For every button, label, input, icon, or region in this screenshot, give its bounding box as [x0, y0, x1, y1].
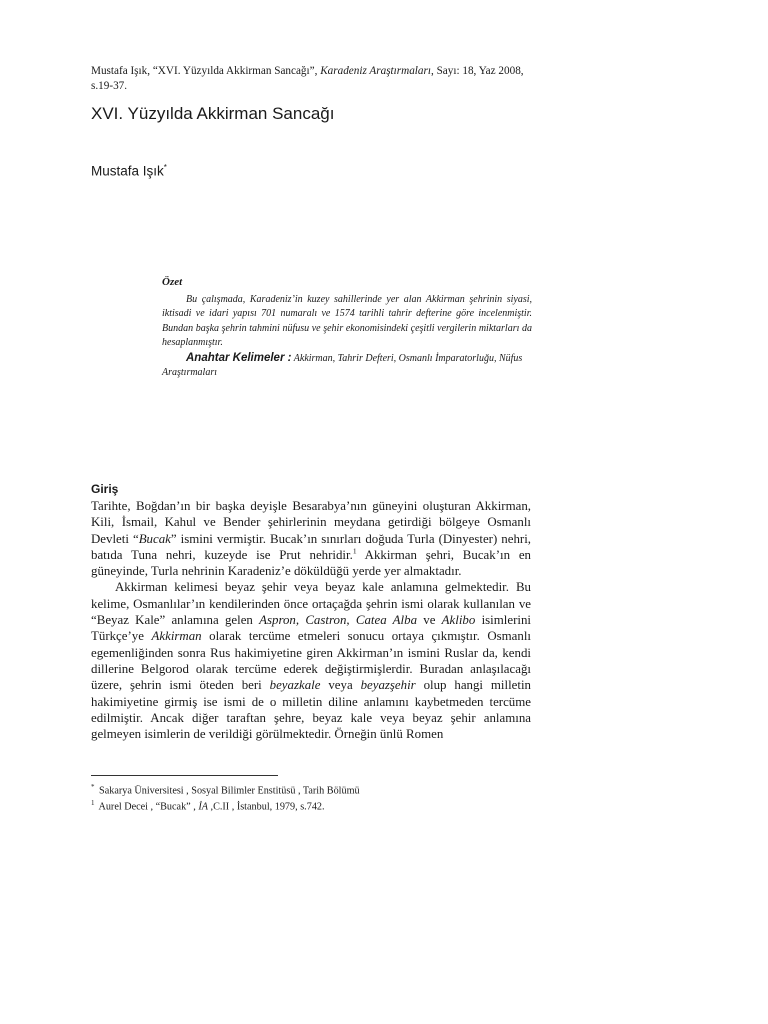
- footnote-1-ia: İA: [198, 801, 208, 813]
- section-heading-giris: Giriş: [91, 482, 119, 496]
- p2-term-beyazsehir: beyazşehir: [360, 678, 416, 693]
- citation-journal: Karadeniz Araştırmaları: [320, 65, 431, 77]
- footnote-star: [91, 781, 531, 797]
- keywords-list: Akkirman, Tahrir Defteri, Osmanlı İmparatorluğu, Nüfus Araştırmaları: [162, 352, 523, 378]
- p1-text-c: Akkirman şehri, Bucak’ın en güneyinde, Turla nehrinin Karadeniz’e döküldüğü yerde yer almaktadır.: [91, 547, 531, 579]
- author-name: Mustafa Işık: [91, 163, 164, 179]
- footnote-star-mark: *: [91, 783, 95, 791]
- p1-term-bucak: Bucak: [138, 531, 171, 546]
- p1-text-b: ” ismini vermiştir. Bucak’ın sınırları doğuda Turla (Dinyester) nehri, batıda Tuna nehri, kuzeyde ise Prut nehridir.: [91, 531, 531, 562]
- footnote-star-text: Sakarya Üniversitesi , Sosyal Bilimler Enstitüsü , Tarih Bölümü: [96, 785, 360, 797]
- keywords-label: Anahtar Kelimeler :: [186, 351, 292, 364]
- author-footnote-mark: *: [163, 163, 167, 172]
- p2-names-1: Aspron, Castron, Catea Alba: [259, 613, 418, 628]
- citation-details: , Sayı: 18, Yaz 2008, s.19-37.: [91, 65, 524, 92]
- citation-line: [91, 64, 531, 93]
- author-line: [91, 160, 167, 180]
- footnotes: [91, 781, 531, 814]
- footnote-1: [91, 797, 531, 813]
- footnote-ref-1: 1: [352, 546, 357, 556]
- body-text: [91, 498, 531, 742]
- p2-text-b: isimlerini Türkçe’ye: [91, 613, 531, 644]
- p2-text-c: olarak tercüme etmeleri sonucu ortaya çıkmıştır. Osmanlı egemenliğinden sonra Rus hakimiyetine giren Akkirman’ın ismini Ruslar da, kendi dillerine Belgorod olarak tercüme ederek değiştirmişlerdir. Buradan anlaşılacağı üzere, şehrin ismi öteden beri: [91, 629, 531, 693]
- paper-title: XVI. Yüzyılda Akkirman Sancağı: [91, 104, 335, 123]
- p2-text-a: Akkirman kelimesi beyaz şehir veya beyaz kale anlamına gelmektedir. Bu kelime, Osmanlılar’ın kendilerinden önce ortaçağda şehrin ismi olarak kullanılan ve “Beyaz Kale” anlamına gelen: [91, 580, 531, 628]
- abstract-block: [162, 275, 532, 381]
- p2-term-akkirman: Akkirman: [151, 629, 202, 644]
- p2-text-d: olup hangi milletin hakimiyetine girmiş ise ismi de o milletin diline anlamını kaybetmeden tercüme edilmiştir. Ancak diğer taraftan şehre, beyaz kale veya beyaz şehir anlamına gelmeyen isimlerin de verildiği görülmektedir. Örneğin ünlü Romen: [91, 678, 531, 742]
- citation-title: “XVI. Yüzyılda Akkirman Sancağı”,: [152, 65, 321, 77]
- p2-names-2: Aklibo: [441, 613, 476, 628]
- p1-text-a: Tarihte, Boğdan’ın bir başka deyişle Besarabya’nın güneyini oluşturan Akkirman, Kili, İsmail, Kahul ve Bender şehirlerinin meydana getirdiği bölgeye Osmanlı Devleti “: [91, 499, 531, 546]
- keywords-line: [162, 351, 532, 381]
- footnote-1-mark: 1: [91, 799, 95, 808]
- p2-term-beyazkale: beyazkale: [269, 678, 321, 693]
- paragraph-2: [91, 579, 531, 742]
- abstract-text: Bu çalışmada, Karadeniz’in kuzey sahillerinde yer alan Akkirman şehrinin siyasi, iktisadi ve idari yapısı 701 numaralı ve 1574 tarihli tahrir defterine göre incelenmiştir. Bundan başka şehrin tahmini nüfusu ve şehir ekonomisindeki çeşitli vergilerin miktarları da hesaplanmıştır.: [162, 293, 532, 348]
- paragraph-1: [91, 498, 531, 579]
- p2-conj: ve: [417, 613, 442, 628]
- abstract-heading: Özet: [162, 276, 183, 288]
- p2-conj-veya: veya: [320, 678, 361, 693]
- footnote-rule: [91, 775, 278, 776]
- citation-author: Mustafa Işık,: [91, 65, 153, 77]
- footnote-1-text-a: Aurel Decei , “Bucak” ,: [96, 801, 199, 813]
- footnote-1-text-b: ,C.II , İstanbul, 1979, s.742.: [207, 801, 325, 813]
